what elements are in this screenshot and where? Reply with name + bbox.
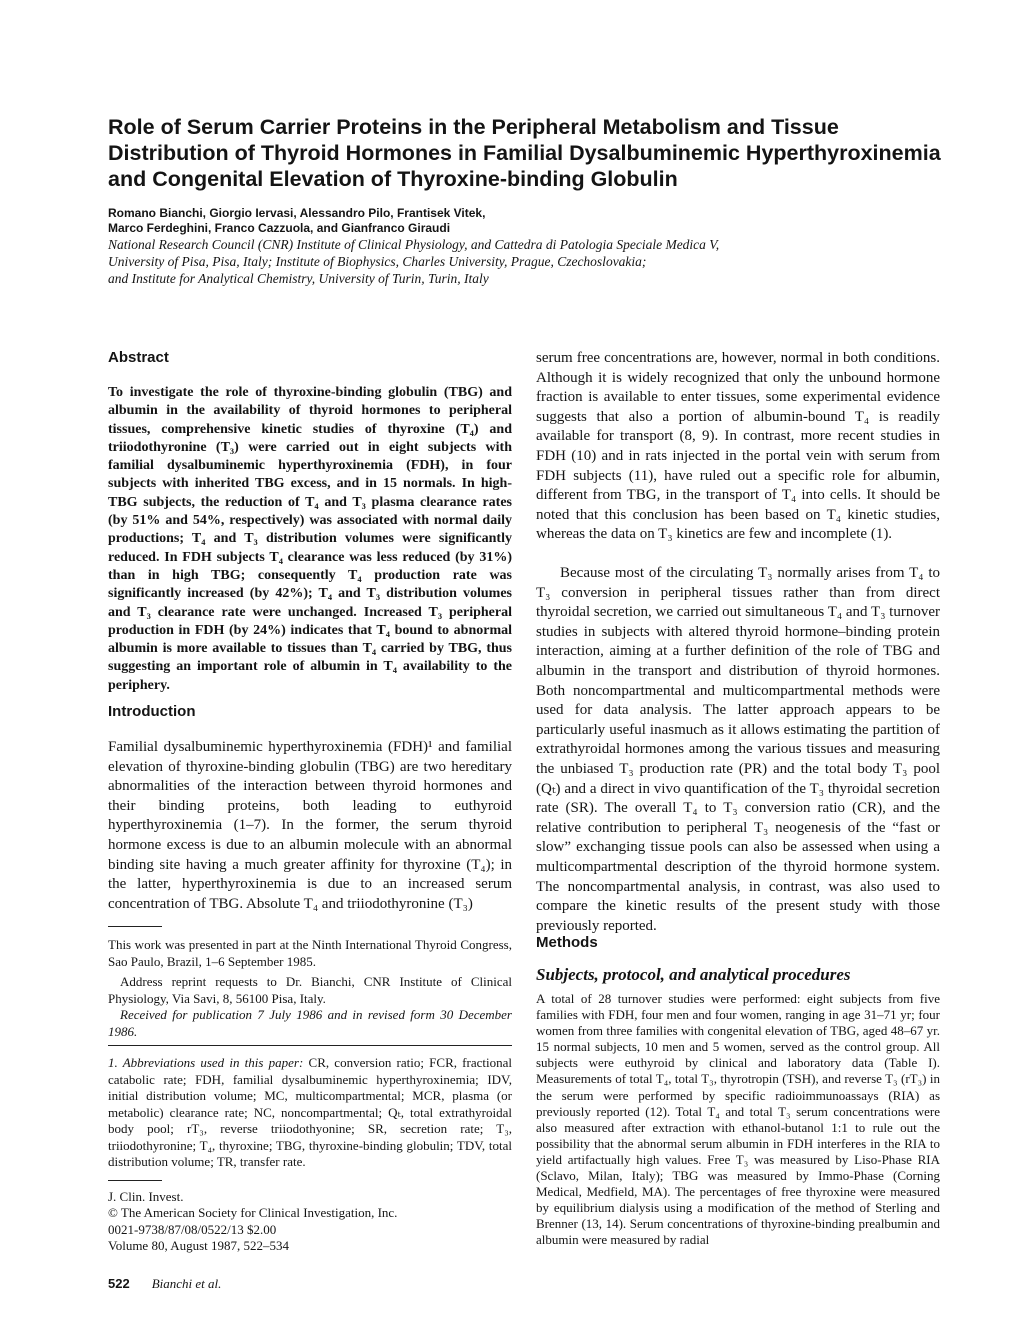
running-head: Bianchi et al.	[151, 1276, 222, 1291]
methods-text: A total of 28 turnover studies were performed: eight subjects from five families with FDH, four men and four women, ranging in age 31–71 yr; four women from three families with congenital elevation of TBG, aged 48–67 yr. 15 normal subjects, 10 men and 5 women, served as the control group. All subjects were euthyroid by clinical and laboratory data (Table I). Measurements of total T₄, total T₃, thyrotropin (TSH), and reverse T₃ (rT₃) in the serum were performed by specific radioimmunoassays (RIA) as previously reported (12). Total T₄ and total T₃ serum concentrations were also measured after extraction with ethanol-butanol 1:1 to rule out the possibility that the abnormal serum albumin in FDH interferes in the RIA to yield artifactually high values. Free T₃ was measured by Liso-Phase RIA (Sclavo, Milan, Italy); TBG was measured by Immo-Phase (Corning Medical, Medfield, MA). The percentages of free thyroxine were measured by equilibrium dialysis using a modification of the method of Sterling and Brenner (13, 14). Serum concentrations of thyroxine-binding prealbumin and albumin were measured by radial	[536, 991, 940, 1248]
title-line: Role of Serum Carrier Proteins in the Peripheral Metabolism and Tissue	[108, 115, 839, 139]
author-line: Marco Ferdeghini, Franco Cazzuola, and Gianfranco Giraudi	[108, 221, 451, 235]
footnote-divider	[108, 926, 162, 927]
affiliation-line: National Research Council (CNR) Institute of Clinical Physiology, and Cattedra di Patologia Speciale Medica V,	[108, 237, 720, 252]
introduction-text: Familial dysalbuminemic hyperthyroxinemia (FDH)¹ and familial elevation of thyroxine-binding globulin (TBG) are two hereditary abnormalities of the interaction between thyroid hormones and their binding proteins, both leading to euthyroid hyperthyroxinemia (1–7). In the former, the serum thyroid hormone excess is due to an albumin molecule with an abnormal binding site having a much greater affinity for thyroxine (T₄); in the latter, hyperthyroxinemia is due to an increased serum concentration of TBG. Absolute T₄ and triiodothyronine (T₃)	[108, 739, 512, 912]
journal-line: Volume 80, August 1987, 522–534	[108, 1238, 290, 1254]
intro-continuation: serum free concentrations are, however, normal in both conditions. Although it is widely recognized that only the unbound hormone fraction is available to enter tissues, some experimental evidence suggests that also a portion of albumin-bound T₄ is readily available for transport (8, 9). In contrast, more recent studies in FDH (10) and in rats injected in the portal vein with serum from FDH subjects (11), have ruled out a specific role for albumin, different from TBG, in the transport of T₄ into cells. It should be noted that this conclusion has been based on T₄ kinetic studies, whereas the data on T₃ kinetics are few and incomplete (1).	[536, 350, 940, 543]
page-footer	[108, 1276, 221, 1292]
article-title	[108, 114, 968, 192]
introduction-heading: Introduction	[108, 703, 196, 720]
title-line: and Congenital Elevation of Thyroxine-binding Globulin	[108, 167, 678, 191]
journal-line: J. Clin. Invest.	[108, 1189, 184, 1204]
abbreviations-text: CR, conversion ratio; FCR, fractional catabolic rate; FDH, familial dysalbuminemic hyperthyroxinemia; IDV, initial distribution volume; MC, multicompartmental; MCR, plasma (or metabolic) clearance rate; NC, noncompartmental; Qₜ, total extrathyroidal body pool; rT₃, reverse triiodothyonine; SR, secretion rate; T₃, triiodothyronine; T₄, thyroxine; TBG, thyroxine-binding globulin; TDV, total distribution volume; TR, transfer rate.	[108, 1055, 512, 1169]
abstract-text: To investigate the role of thyroxine-binding globulin (TBG) and albumin in the availability of thyroid hormones to peripheral tissues, comprehensive kinetic studies of thyroxine (T₄) and triiodothyronine (T₃) were carried out in eight subjects with familial dysalbuminemic hyperthyroxinemia (FDH), in four subjects with inherited TBG excess, and in 15 normals. In high-TBG subjects, the reduction of T₄ and T₃ plasma clearance rates (by 51% and 54%, respectively) was associated with normal daily productions; T₄ and T₃ distribution volumes were significantly reduced. In FDH subjects T₄ clearance was less reduced (by 31%) than in high TBG; consequently T₄ production rate was significantly increased (by 42%); T₄ and T₃ distribution volumes and T₃ clearance rate were unchanged. Increased T₃ peripheral production in FDH (by 24%) indicates that T₄ bound to abnormal albumin is more available to tissues than T₄ carried by TBG, thus suggesting an important role of albumin in T₄ availability to the periphery.	[108, 385, 512, 693]
journal-line: 0021-9738/87/08/0522/13 $2.00	[108, 1221, 277, 1237]
abstract-heading: Abstract	[108, 349, 169, 366]
abbreviations-label: 1. Abbreviations used in this paper:	[108, 1055, 304, 1070]
affiliation-line: and Institute for Analytical Chemistry, University of Turin, Turin, Italy	[108, 271, 489, 286]
author-list	[108, 206, 968, 236]
methods-heading: Methods	[536, 934, 598, 951]
affiliations	[108, 236, 968, 287]
title-line: Distribution of Thyroid Hormones in Familial Dysalbuminemic Hyperthyroxinemia	[108, 141, 941, 165]
footnote-presented: This work was presented in part at the Ninth International Thyroid Congress, Sao Paulo, Brazil, 1–6 September 1985.	[108, 937, 512, 969]
journal-info	[108, 1189, 397, 1255]
footnote-abbreviations	[108, 1055, 512, 1171]
author-line: Romano Bianchi, Giorgio Iervasi, Alessandro Pilo, Frantisek Vitek,	[108, 206, 486, 220]
affiliation-line: University of Pisa, Pisa, Italy; Institute of Biophysics, Charles University, Prague, Czechoslovakia;	[108, 254, 647, 269]
footnote-reprint: Address reprint requests to Dr. Bianchi, CNR Institute of Clinical Physiology, Via Savi, 8, 56100 Pisa, Italy.	[108, 974, 512, 1006]
journal-line: © The American Society for Clinical Investigation, Inc.	[108, 1205, 398, 1221]
intro-paragraph-2: Because most of the circulating T₃ normally arises from T₄ to T₃ conversion in peripheral tissues rather than from direct thyroidal secretion, we carried out simultaneous T₄ and T₃ turnover studies in subjects with altered thyroid hormone–binding protein interaction, aiming at a further definition of the role of TBG and albumin in the transport and distribution of thyroid hormones. Both noncompartmental and multicompartmental methods were used for data analysis. The latter approach appears to be particularly useful inasmuch as it allows estimating the partition of extrathyroidal hormones among the various tissues and measuring the unbiased T₃ production rate (PR) and the total body T₃ pool (Qₜ) and a direct in vivo quantification of the T₃ thyroidal secretion rate (SR). The overall T₄ to T₃ conversion ratio (CR), and the relative contribution to peripheral T₃ neogenesis of the “fast or slow” exchanging tissue pools can also be assessed when using a multicompartmental description of the thyroid hormone system. The noncompartmental analysis, in contrast, was also used to compare the kinetic results of the present study with those previously reported.	[536, 565, 940, 934]
footnote-received: Received for publication 7 July 1986 and in revised form 30 December 1986.	[108, 1007, 512, 1039]
subsection-heading: Subjects, protocol, and analytical procedures	[536, 965, 851, 984]
page-number: 522	[108, 1276, 130, 1291]
abbreviations-divider	[108, 1045, 512, 1046]
journal-divider	[108, 1180, 162, 1181]
